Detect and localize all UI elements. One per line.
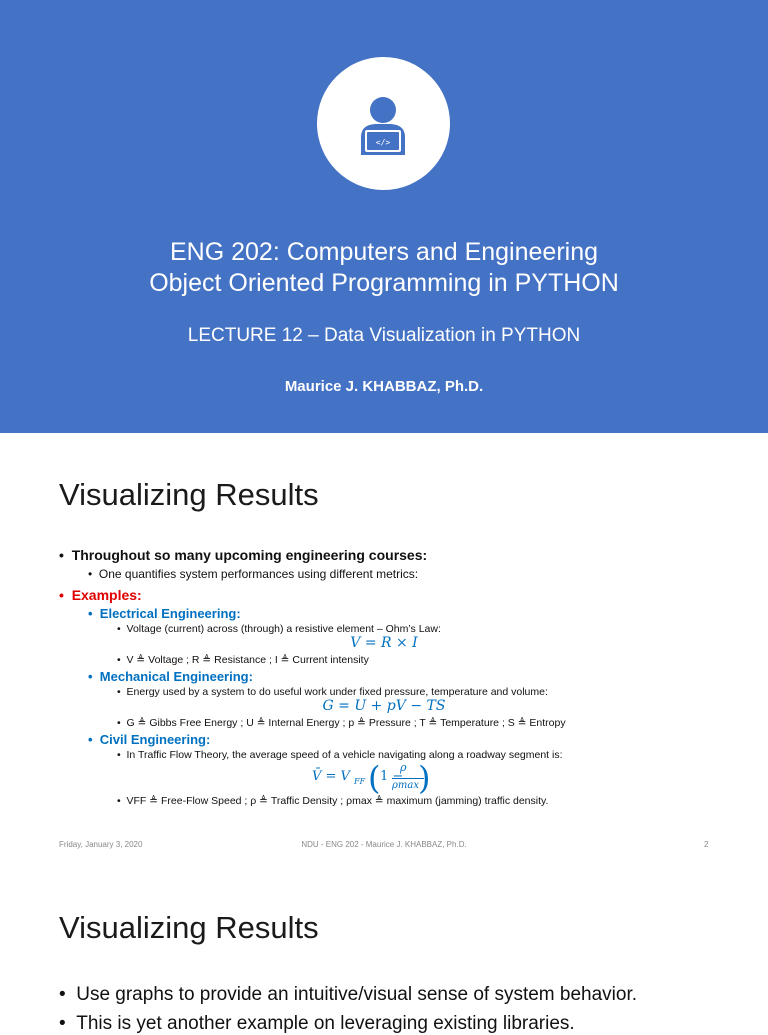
slide2-title: Visualizing Results	[59, 477, 319, 512]
footer-page-number: 2	[704, 840, 709, 849]
equation-gibbs: G = U + pV − TS	[322, 698, 446, 714]
bullet-metrics: • One quantifies system performances using different metrics:	[88, 567, 419, 581]
bullet-examples: • Examples:	[59, 587, 142, 603]
author-name: Maurice J. KHABBAZ, Ph.D.	[284, 378, 484, 395]
course-subtitle: Object Oriented Programming in PYTHON	[149, 269, 619, 297]
footer-date: Friday, January 3, 2020	[59, 840, 143, 849]
desc-traffic: • In Traffic Flow Theory, the average speed of a vehicle navigating along a roadway segment is:	[117, 749, 563, 761]
course-title: ENG 202: Computers and Engineering	[169, 238, 599, 266]
footer-center: NDU - ENG 202 - Maurice J. KHABBAZ, Ph.D.	[301, 840, 467, 849]
equation-ohms-law: V = R × I	[350, 635, 418, 651]
bullet-graphs: • Use graphs to provide an intuitive/visual sense of system behavior.	[59, 984, 638, 1005]
lecture-title: LECTURE 12 – Data Visualization in PYTHON	[187, 325, 581, 346]
vars-civil: • VFF ≜ Free-Flow Speed ; ρ ≜ Traffic Density ; ρmax ≜ maximum (jamming) traffic density.	[117, 795, 549, 807]
slide3-title: Visualizing Results	[59, 910, 319, 945]
svg-text:</>: </>	[375, 138, 391, 147]
heading-electrical: • Electrical Engineering:	[88, 606, 241, 621]
heading-mechanical: • Mechanical Engineering:	[88, 669, 253, 684]
desc-ohms-law: • Voltage (current) across (through) a resistive element – Ohm’s Law:	[117, 623, 441, 635]
bullet-throughout: • Throughout so many upcoming engineering courses:	[59, 547, 428, 563]
equation-traffic-flow: V̄ = V FF ( 1 − ρ ρmax )	[312, 759, 431, 797]
vars-mechanical: • G ≜ Gibbs Free Energy ; U ≜ Internal Energy ; p ≜ Pressure ; T ≜ Temperature ; S ≜ Entropy	[117, 717, 566, 729]
desc-gibbs: • Energy used by a system to do useful work under fixed pressure, temperature and volume:	[117, 686, 548, 698]
title-slide	[0, 0, 768, 433]
programmer-avatar-icon	[317, 57, 450, 190]
heading-civil: • Civil Engineering:	[88, 732, 211, 747]
vars-electrical: • V ≜ Voltage ; R ≜ Resistance ; I ≜ Current intensity	[117, 654, 369, 666]
bullet-libraries: • This is yet another example on leveraging existing libraries.	[59, 1013, 575, 1034]
